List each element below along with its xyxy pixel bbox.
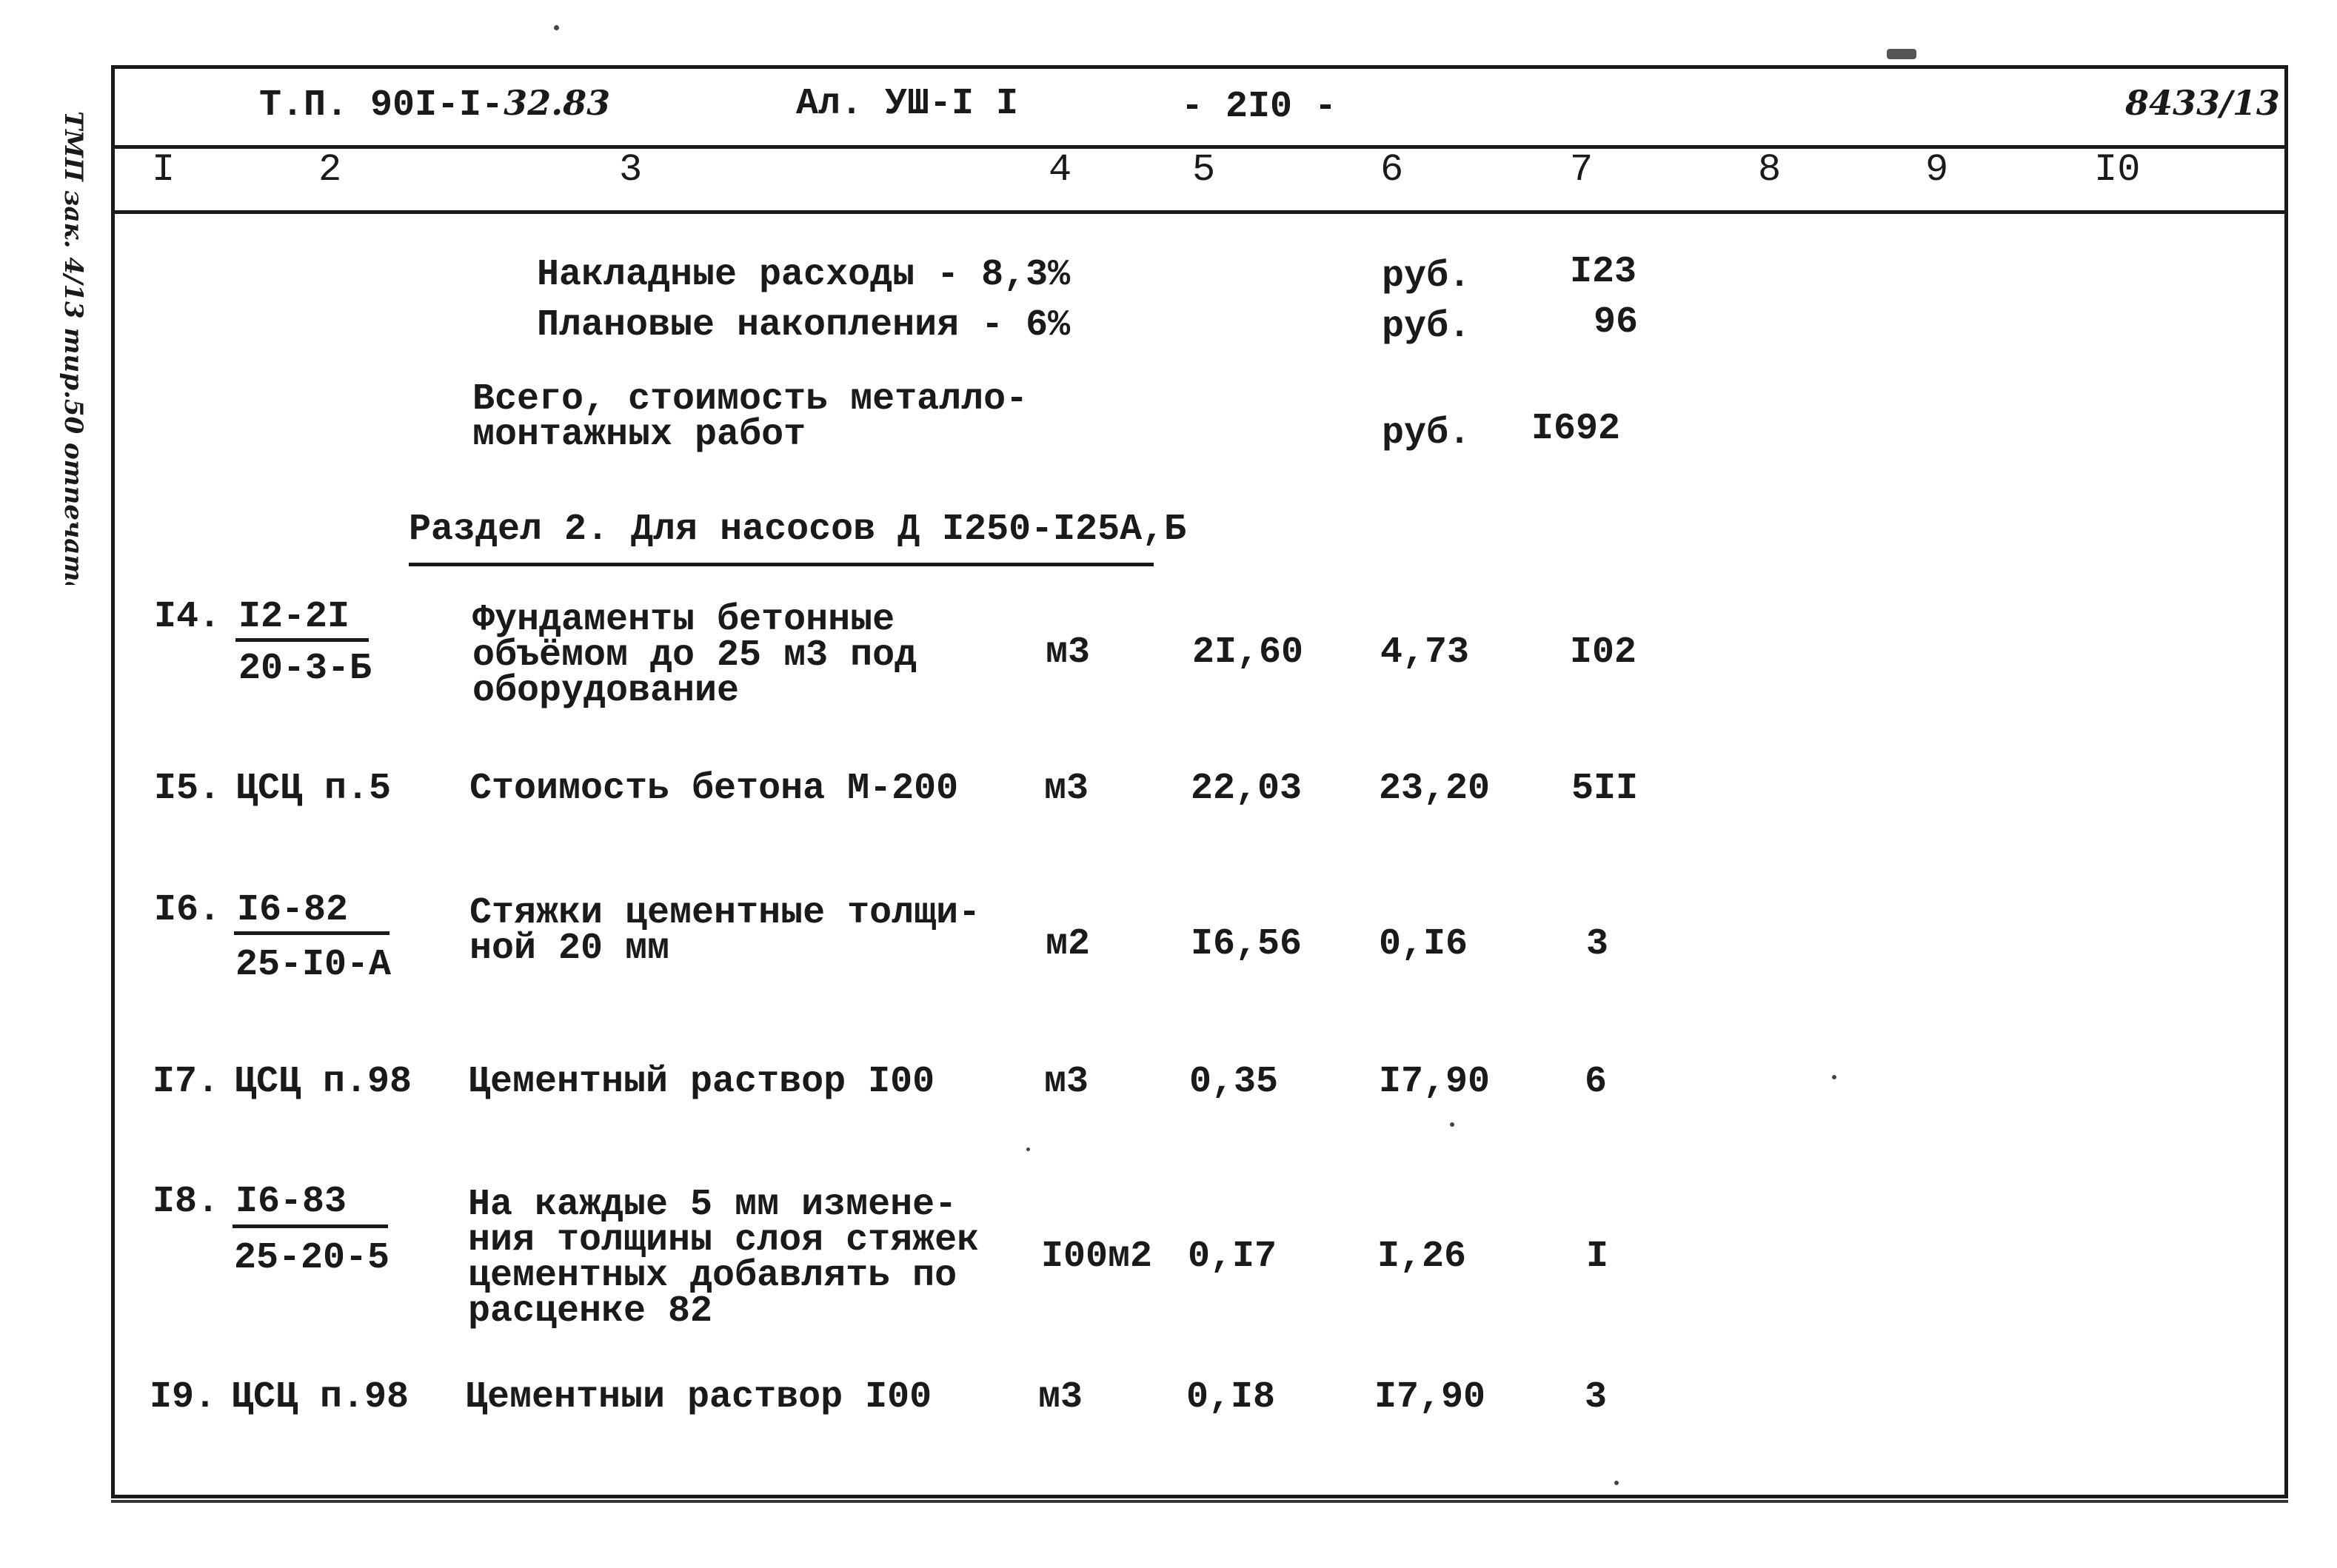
row-total: I	[1586, 1236, 1609, 1278]
page-number: - 2I0 -	[1181, 86, 1337, 128]
code-fraction-line	[235, 638, 369, 642]
row-unit-price: 4,73	[1380, 631, 1470, 674]
row-unit-price: 23,20	[1379, 768, 1491, 810]
row-number: I5.	[154, 768, 221, 810]
overhead-value: I23	[1570, 251, 1637, 293]
row-unit: м3	[1046, 631, 1091, 674]
row-description: На каждые 5 мм измене- ния толщины слоя стяжек цементных добавлять по расценке 82	[468, 1184, 980, 1333]
row-description: Цементный раствор I00	[468, 1061, 935, 1103]
archive-number: 8433/13	[2125, 83, 2280, 123]
row-number: I9.	[150, 1376, 217, 1418]
row-code-numerator: I6-83	[235, 1181, 347, 1223]
row-code-denominator: 25-I0-А	[235, 944, 392, 986]
total-value: I692	[1531, 408, 1621, 450]
row-unit-price: I,26	[1377, 1236, 1467, 1278]
row-number: I7.	[153, 1061, 220, 1103]
row-code-denominator: 20-3-Б	[238, 648, 372, 690]
row-number: I8.	[153, 1181, 220, 1223]
column-number: 9	[1925, 148, 1949, 192]
row-description: Стоимость бетона М-200	[469, 768, 959, 810]
row-code-denominator: 25-20-5	[234, 1237, 390, 1279]
row-unit: м3	[1044, 1061, 1089, 1103]
row-code: ЦСЦ п.98	[234, 1061, 412, 1103]
scan-speck	[1026, 1147, 1030, 1151]
scan-speck	[1832, 1075, 1836, 1079]
column-number: 3	[619, 148, 643, 192]
row-number: I6.	[154, 889, 221, 931]
row-description: Фундаменты бетонные объёмом до 25 м3 под оборудование	[472, 599, 917, 712]
row-quantity: 22,03	[1191, 768, 1303, 810]
row-unit: I00м2	[1041, 1236, 1153, 1278]
row-total: 3	[1586, 923, 1609, 965]
overhead-label: Накладные расходы - 8,3%	[537, 254, 1071, 296]
row-quantity: 2I,60	[1192, 631, 1304, 674]
project-number: Т.П. 90I-I-32.83	[259, 83, 611, 127]
row-number: I4.	[154, 596, 221, 638]
album-number: Ал. УШ-I I	[796, 83, 1019, 125]
code-fraction-line	[233, 1224, 388, 1228]
row-unit-price: I7,90	[1379, 1061, 1491, 1103]
scan-speck	[1614, 1481, 1619, 1485]
row-total: 5II	[1571, 768, 1639, 810]
column-number: I	[152, 148, 175, 192]
side-stamp	[22, 67, 96, 585]
row-code: ЦСЦ п.98	[231, 1376, 409, 1418]
row-quantity: 0,I8	[1186, 1376, 1276, 1418]
total-label: Всего, стоимость металло- монтажных работ	[472, 378, 1029, 456]
column-number: 5	[1192, 148, 1216, 192]
scan-speck	[1450, 1122, 1454, 1127]
row-quantity: I6,56	[1191, 923, 1303, 965]
row-code: ЦСЦ п.5	[235, 768, 392, 810]
planned-unit: руб.	[1382, 306, 1471, 348]
column-number: 2	[318, 148, 342, 192]
row-unit-price: 0,I6	[1379, 923, 1468, 965]
row-quantity: 0,35	[1189, 1061, 1279, 1103]
row-code-numerator: I2-2I	[238, 596, 350, 638]
scan-speck	[1887, 49, 1916, 59]
column-number: I0	[2094, 148, 2141, 192]
planned-value: 96	[1594, 301, 1639, 344]
overhead-unit: руб.	[1382, 255, 1471, 298]
column-number: 7	[1570, 148, 1594, 192]
project-number-handwritten: 32.83	[504, 83, 611, 123]
row-total: 3	[1585, 1376, 1608, 1418]
column-number: 6	[1380, 148, 1404, 192]
scan-speck	[554, 25, 559, 30]
row-unit: м2	[1046, 923, 1091, 965]
row-unit: м3	[1038, 1376, 1083, 1418]
planned-label: Плановые накопления - 6%	[537, 304, 1071, 346]
row-description: Цементныи раствор I00	[465, 1376, 932, 1418]
bottom-rule	[111, 1500, 2288, 1503]
row-description: Стяжки цементные толщи- ной 20 мм	[469, 892, 981, 970]
row-unit: м3	[1044, 768, 1089, 810]
row-total: I02	[1570, 631, 1637, 674]
column-divider	[111, 210, 2288, 214]
column-number: 8	[1758, 148, 1782, 192]
code-fraction-line	[234, 931, 390, 935]
row-total: 6	[1585, 1061, 1608, 1103]
column-number: 4	[1049, 148, 1072, 192]
side-stamp-text: ТМП зак. 4/13 тир.50 отпечатано (4/34)	[58, 111, 88, 585]
row-code-numerator: I6-82	[237, 889, 349, 931]
row-quantity: 0,I7	[1188, 1236, 1277, 1278]
section-title-underline	[409, 563, 1154, 566]
row-unit-price: I7,90	[1374, 1376, 1486, 1418]
total-unit: руб.	[1382, 412, 1471, 455]
section-title: Раздел 2. Для насосов Д I250-I25А,Б	[409, 509, 1187, 551]
